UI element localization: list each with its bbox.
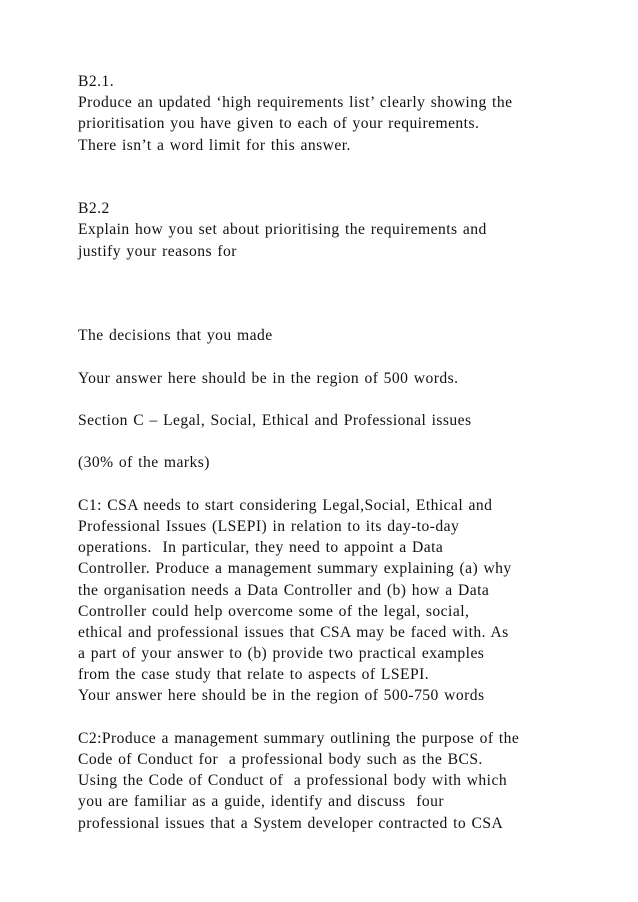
c1-line: a part of your answer to (b) provide two practical examples	[78, 645, 485, 663]
section-c-title: Section C – Legal, Social, Ethical and Professional issues	[78, 412, 472, 430]
section-b2-2	[78, 198, 618, 262]
c1-line: from the case study that relate to aspects of LSEPI.	[78, 666, 430, 684]
section-b2-1	[78, 71, 618, 156]
b2-1-line: prioritisation you have given to each of your requirements.	[78, 115, 480, 133]
b2-1-line: There isn’t a word limit for this answer.	[78, 136, 351, 154]
b2-2-heading: B2.2	[78, 200, 110, 218]
b2-1-heading: B2.1.	[78, 73, 115, 90]
c1-line: Professional Issues (LSEPI) in relation to its day-to-day	[78, 517, 460, 535]
spacer	[78, 389, 618, 410]
c2-line: professional issues that a System developer contracted to CSA	[78, 814, 504, 832]
section-c-marks: (30% of the marks)	[78, 454, 210, 472]
c1-word-count-note: Your answer here should be in the region of 500-750 words	[78, 687, 485, 705]
b2-2-line: Explain how you set about prioritising the requirements and	[78, 221, 487, 239]
c2-line: Using the Code of Conduct of a professional body with which	[78, 772, 508, 790]
c2-line: C2:Produce a management summary outlining the purpose of the	[78, 729, 520, 747]
c1-line: Controller could help overcome some of the legal, social,	[78, 602, 470, 620]
spacer	[78, 346, 618, 367]
spacer	[78, 474, 618, 495]
b2-2-line: justify your reasons for	[78, 242, 237, 260]
decisions-paragraph: The decisions that you made	[78, 327, 273, 345]
c1-line: ethical and professional issues that CSA may be faced with. As	[78, 623, 509, 641]
spacer	[78, 707, 618, 728]
document-body	[78, 71, 618, 834]
spacer	[78, 156, 618, 198]
question-c1	[78, 495, 618, 707]
c1-line: the organisation needs a Data Controller and (b) how a Data	[78, 581, 490, 599]
b2-word-count-note: Your answer here should be in the region of 500 words.	[78, 369, 459, 387]
c1-line: operations. In particular, they need to appoint a Data	[78, 539, 444, 557]
c2-line: Code of Conduct for a professional body such as the BCS.	[78, 751, 483, 769]
c1-line: C1: CSA needs to start considering Legal,Social, Ethical and	[78, 496, 493, 514]
spacer	[78, 262, 618, 326]
c1-line: Controller. Produce a management summary explaining (a) why	[78, 560, 512, 578]
spacer	[78, 431, 618, 452]
b2-1-line: Produce an updated ‘high requirements list’ clearly showing the	[78, 94, 513, 112]
question-c2	[78, 728, 618, 834]
c2-line: you are familiar as a guide, identify and discuss four	[78, 793, 445, 811]
